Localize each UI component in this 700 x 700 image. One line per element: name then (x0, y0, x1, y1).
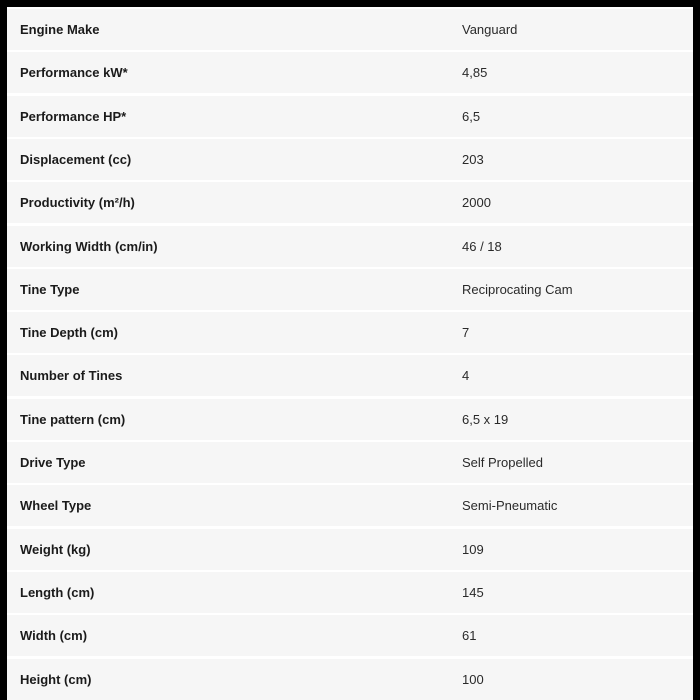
spec-label: Length (cm) (20, 584, 95, 600)
spec-row-width (7, 615, 693, 656)
spec-label: Productivity (m²/h) (20, 195, 135, 211)
spec-row-performance-kw (7, 52, 693, 93)
spec-label: Weight (kg) (20, 541, 91, 557)
spec-label: Height (cm) (20, 671, 92, 687)
spec-label: Engine Make (20, 22, 100, 37)
spec-row-number-of-tines (7, 355, 693, 396)
spec-value: Semi-Pneumatic (462, 498, 558, 514)
spec-label: Tine pattern (cm) (20, 411, 126, 427)
spec-value: 2000 (462, 195, 491, 211)
spec-row-performance-hp (7, 96, 693, 137)
spec-value: 6,5 x 19 (462, 411, 509, 427)
spec-row-weight (7, 529, 693, 570)
spec-value: 203 (462, 151, 484, 167)
spec-row-tine-type (7, 269, 693, 310)
spec-label: Width (cm) (20, 628, 88, 644)
spec-label: Performance kW* (20, 65, 128, 81)
spec-label: Number of Tines (20, 368, 123, 384)
spec-row-height (7, 659, 693, 700)
spec-label: Displacement (cc) (20, 151, 132, 167)
spec-value: 109 (462, 541, 484, 557)
spec-row-working-width (7, 226, 693, 267)
spec-label: Tine Type (20, 281, 80, 297)
spec-row-tine-depth (7, 312, 693, 353)
spec-row-engine-make (7, 9, 693, 50)
spec-value: Vanguard (462, 22, 518, 37)
spec-label: Wheel Type (20, 498, 92, 514)
spec-value: Self Propelled (462, 455, 543, 470)
spec-row-displacement (7, 139, 693, 180)
spec-value: 7 (462, 325, 470, 341)
spec-label: Tine Depth (cm) (20, 325, 118, 341)
spec-value: 6,5 (462, 108, 481, 124)
spec-value: Reciprocating Cam (462, 281, 573, 297)
spec-row-productivity (7, 182, 693, 223)
spec-label: Performance HP* (20, 108, 127, 124)
spec-row-drive-type (7, 442, 693, 483)
spec-value: 4 (462, 368, 470, 384)
spec-value: 4,85 (462, 65, 488, 81)
spec-value: 100 (462, 671, 484, 687)
spec-row-tine-pattern (7, 399, 693, 440)
spec-row-length (7, 572, 693, 613)
spec-label: Working Width (cm/in) (20, 238, 158, 254)
spec-value: 145 (462, 584, 484, 600)
spec-table (7, 7, 693, 700)
spec-label: Drive Type (20, 455, 86, 470)
spec-value: 46 / 18 (462, 238, 502, 254)
spec-value: 61 (462, 628, 477, 644)
spec-row-wheel-type (7, 485, 693, 526)
